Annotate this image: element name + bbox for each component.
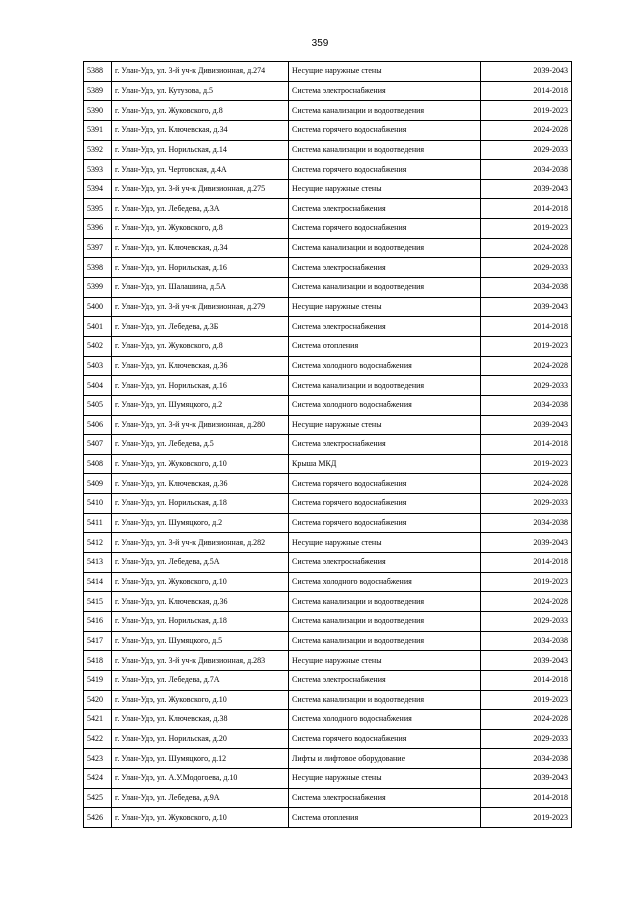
cell-system: Система электроснабжения [289, 670, 481, 690]
cell-period: 2024-2028 [481, 474, 572, 494]
cell-address: г. Улан-Удэ, ул. Норильская, д.16 [112, 376, 289, 396]
cell-number: 5416 [84, 611, 112, 631]
cell-system: Система горячего водоснабжения [289, 729, 481, 749]
cell-period: 2014-2018 [481, 317, 572, 337]
cell-system: Несущие наружные стены [289, 297, 481, 317]
cell-system: Система канализации и водоотведения [289, 376, 481, 396]
table-row [84, 297, 572, 317]
cell-number: 5411 [84, 513, 112, 533]
cell-address: г. Улан-Удэ, ул. Ключевская, д.34 [112, 120, 289, 140]
table-row [84, 179, 572, 199]
table-row [84, 494, 572, 514]
cell-address: г. Улан-Удэ, ул. Ключевская, д.34 [112, 238, 289, 258]
cell-system: Система электроснабжения [289, 317, 481, 337]
cell-number: 5420 [84, 690, 112, 710]
table-row [84, 729, 572, 749]
cell-number: 5404 [84, 376, 112, 396]
table-row [84, 572, 572, 592]
cell-system: Система канализации и водоотведения [289, 101, 481, 121]
cell-address: г. Улан-Удэ, ул. Жуковского, д.10 [112, 690, 289, 710]
cell-system: Система холодного водоснабжения [289, 356, 481, 376]
cell-period: 2039-2043 [481, 179, 572, 199]
cell-address: г. Улан-Удэ, ул. Норильская, д.16 [112, 258, 289, 278]
cell-address: г. Улан-Удэ, ул. Жуковского, д.10 [112, 808, 289, 828]
cell-number: 5398 [84, 258, 112, 278]
cell-number: 5415 [84, 592, 112, 612]
cell-system: Система горячего водоснабжения [289, 160, 481, 180]
cell-address: г. Улан-Удэ, ул. Ключевская, д.36 [112, 592, 289, 612]
cell-system: Система горячего водоснабжения [289, 474, 481, 494]
table-row [84, 749, 572, 769]
table-row [84, 710, 572, 730]
table-row [84, 81, 572, 101]
cell-period: 2014-2018 [481, 670, 572, 690]
table-row [84, 415, 572, 435]
cell-number: 5401 [84, 317, 112, 337]
cell-number: 5396 [84, 219, 112, 239]
cell-system: Несущие наружные стены [289, 62, 481, 82]
cell-address: г. Улан-Удэ, ул. Кутузова, д.5 [112, 81, 289, 101]
table-body [84, 62, 572, 828]
cell-system: Система электроснабжения [289, 81, 481, 101]
cell-number: 5412 [84, 533, 112, 553]
cell-address: г. Улан-Удэ, ул. Лебедева, д.3А [112, 199, 289, 219]
cell-address: г. Улан-Удэ, ул. Шумяцкого, д.2 [112, 395, 289, 415]
cell-system: Система электроснабжения [289, 258, 481, 278]
table-row [84, 611, 572, 631]
cell-period: 2039-2043 [481, 297, 572, 317]
table-row [84, 395, 572, 415]
cell-system: Система горячего водоснабжения [289, 494, 481, 514]
table-row [84, 317, 572, 337]
table-row [84, 238, 572, 258]
cell-period: 2019-2023 [481, 572, 572, 592]
cell-number: 5388 [84, 62, 112, 82]
cell-period: 2019-2023 [481, 101, 572, 121]
cell-period: 2024-2028 [481, 592, 572, 612]
cell-period: 2029-2033 [481, 258, 572, 278]
cell-period: 2039-2043 [481, 651, 572, 671]
cell-address: г. Улан-Удэ, ул. 3-й уч-к Дивизионная, д.274 [112, 62, 289, 82]
cell-period: 2039-2043 [481, 769, 572, 789]
cell-system: Система холодного водоснабжения [289, 710, 481, 730]
cell-system: Система горячего водоснабжения [289, 219, 481, 239]
cell-period: 2029-2033 [481, 729, 572, 749]
cell-address: г. Улан-Удэ, ул. Ключевская, д.36 [112, 474, 289, 494]
cell-system: Система канализации и водоотведения [289, 238, 481, 258]
table-row [84, 376, 572, 396]
cell-system: Система холодного водоснабжения [289, 395, 481, 415]
cell-system: Несущие наружные стены [289, 533, 481, 553]
cell-number: 5421 [84, 710, 112, 730]
cell-number: 5393 [84, 160, 112, 180]
cell-system: Лифты и лифтовое оборудование [289, 749, 481, 769]
cell-address: г. Улан-Удэ, ул. А.У.Модогоева, д.10 [112, 769, 289, 789]
cell-period: 2019-2023 [481, 808, 572, 828]
cell-address: г. Улан-Удэ, ул. Жуковского, д.8 [112, 219, 289, 239]
cell-address: г. Улан-Удэ, ул. Лебедева, д.3Б [112, 317, 289, 337]
cell-address: г. Улан-Удэ, ул. Жуковского, д.10 [112, 572, 289, 592]
table-row [84, 140, 572, 160]
cell-address: г. Улан-Удэ, ул. Шумяцкого, д.12 [112, 749, 289, 769]
cell-address: г. Улан-Удэ, ул. 3-й уч-к Дивизионная, д.282 [112, 533, 289, 553]
cell-period: 2034-2038 [481, 631, 572, 651]
cell-number: 5394 [84, 179, 112, 199]
cell-number: 5423 [84, 749, 112, 769]
cell-number: 5389 [84, 81, 112, 101]
cell-number: 5426 [84, 808, 112, 828]
cell-period: 2034-2038 [481, 278, 572, 298]
table-row [84, 592, 572, 612]
table-row [84, 435, 572, 455]
cell-number: 5392 [84, 140, 112, 160]
cell-period: 2014-2018 [481, 199, 572, 219]
table-row [84, 533, 572, 553]
cell-address: г. Улан-Удэ, ул. Ключевская, д.36 [112, 356, 289, 376]
table-row [84, 474, 572, 494]
cell-period: 2034-2038 [481, 395, 572, 415]
cell-period: 2029-2033 [481, 494, 572, 514]
cell-address: г. Улан-Удэ, ул. Жуковского, д.10 [112, 454, 289, 474]
table-row [84, 62, 572, 82]
cell-number: 5422 [84, 729, 112, 749]
table-row [84, 690, 572, 710]
cell-number: 5403 [84, 356, 112, 376]
cell-period: 2029-2033 [481, 140, 572, 160]
cell-period: 2014-2018 [481, 553, 572, 573]
table-row [84, 120, 572, 140]
table-row [84, 336, 572, 356]
cell-address: г. Улан-Удэ, ул. Норильская, д.20 [112, 729, 289, 749]
table-row [84, 631, 572, 651]
cell-period: 2014-2018 [481, 788, 572, 808]
cell-period: 2024-2028 [481, 238, 572, 258]
cell-system: Несущие наружные стены [289, 179, 481, 199]
cell-period: 2019-2023 [481, 454, 572, 474]
table-row [84, 808, 572, 828]
cell-system: Система канализации и водоотведения [289, 611, 481, 631]
cell-period: 2039-2043 [481, 533, 572, 553]
cell-address: г. Улан-Удэ, ул. Норильская, д.18 [112, 611, 289, 631]
cell-address: г. Улан-Удэ, ул. Норильская, д.18 [112, 494, 289, 514]
cell-number: 5399 [84, 278, 112, 298]
cell-period: 2039-2043 [481, 62, 572, 82]
cell-system: Несущие наружные стены [289, 651, 481, 671]
cell-period: 2024-2028 [481, 120, 572, 140]
cell-number: 5406 [84, 415, 112, 435]
cell-address: г. Улан-Удэ, ул. Ключевская, д.38 [112, 710, 289, 730]
cell-period: 2019-2023 [481, 336, 572, 356]
cell-address: г. Улан-Удэ, ул. Жуковского, д.8 [112, 336, 289, 356]
cell-period: 2034-2038 [481, 513, 572, 533]
cell-system: Система канализации и водоотведения [289, 690, 481, 710]
cell-address: г. Улан-Удэ, ул. Чертовская, д.4А [112, 160, 289, 180]
cell-period: 2014-2018 [481, 81, 572, 101]
cell-system: Крыша МКД [289, 454, 481, 474]
cell-system: Система электроснабжения [289, 788, 481, 808]
table-row [84, 356, 572, 376]
page-number: 359 [311, 38, 329, 49]
cell-address: г. Улан-Удэ, ул. Норильская, д.14 [112, 140, 289, 160]
table-row [84, 651, 572, 671]
cell-number: 5424 [84, 769, 112, 789]
cell-address: г. Улан-Удэ, ул. 3-й уч-к Дивизионная, д.279 [112, 297, 289, 317]
cell-system: Система канализации и водоотведения [289, 592, 481, 612]
cell-address: г. Улан-Удэ, ул. 3-й уч-к Дивизионная, д.275 [112, 179, 289, 199]
cell-period: 2024-2028 [481, 710, 572, 730]
cell-address: г. Улан-Удэ, ул. Лебедева, д.9А [112, 788, 289, 808]
cell-number: 5390 [84, 101, 112, 121]
cell-system: Система горячего водоснабжения [289, 120, 481, 140]
cell-number: 5408 [84, 454, 112, 474]
cell-address: г. Улан-Удэ, ул. Шалашина, д.5А [112, 278, 289, 298]
cell-number: 5405 [84, 395, 112, 415]
cell-number: 5397 [84, 238, 112, 258]
cell-system: Несущие наружные стены [289, 415, 481, 435]
cell-system: Система канализации и водоотведения [289, 140, 481, 160]
cell-number: 5414 [84, 572, 112, 592]
table-row [84, 513, 572, 533]
cell-period: 2029-2033 [481, 376, 572, 396]
table-row [84, 454, 572, 474]
cell-number: 5419 [84, 670, 112, 690]
cell-number: 5409 [84, 474, 112, 494]
cell-system: Система канализации и водоотведения [289, 631, 481, 651]
cell-system: Система электроснабжения [289, 435, 481, 455]
cell-period: 2019-2023 [481, 219, 572, 239]
cell-system: Система отопления [289, 336, 481, 356]
cell-system: Система электроснабжения [289, 553, 481, 573]
cell-system: Система отопления [289, 808, 481, 828]
cell-address: г. Улан-Удэ, ул. Лебедева, д.5 [112, 435, 289, 455]
cell-number: 5395 [84, 199, 112, 219]
cell-address: г. Улан-Удэ, ул. Лебедева, д.5А [112, 553, 289, 573]
cell-address: г. Улан-Удэ, ул. Жуковского, д.8 [112, 101, 289, 121]
cell-period: 2029-2033 [481, 611, 572, 631]
table-row [84, 199, 572, 219]
cell-system: Система холодного водоснабжения [289, 572, 481, 592]
repair-schedule-table [83, 61, 572, 828]
cell-number: 5418 [84, 651, 112, 671]
table-row [84, 160, 572, 180]
table-row [84, 258, 572, 278]
cell-number: 5400 [84, 297, 112, 317]
cell-system: Система электроснабжения [289, 199, 481, 219]
cell-system: Несущие наружные стены [289, 769, 481, 789]
table-row [84, 670, 572, 690]
table-row [84, 553, 572, 573]
cell-address: г. Улан-Удэ, ул. 3-й уч-к Дивизионная, д.280 [112, 415, 289, 435]
cell-number: 5410 [84, 494, 112, 514]
table-row [84, 219, 572, 239]
cell-period: 2024-2028 [481, 356, 572, 376]
cell-number: 5402 [84, 336, 112, 356]
cell-period: 2039-2043 [481, 415, 572, 435]
cell-system: Система канализации и водоотведения [289, 278, 481, 298]
cell-address: г. Улан-Удэ, ул. Лебедева, д.7А [112, 670, 289, 690]
cell-number: 5391 [84, 120, 112, 140]
cell-address: г. Улан-Удэ, ул. 3-й уч-к Дивизионная, д.283 [112, 651, 289, 671]
table-row [84, 769, 572, 789]
cell-period: 2034-2038 [481, 749, 572, 769]
cell-address: г. Улан-Удэ, ул. Шумяцкого, д.5 [112, 631, 289, 651]
cell-number: 5407 [84, 435, 112, 455]
cell-address: г. Улан-Удэ, ул. Шумяцкого, д.2 [112, 513, 289, 533]
table-row [84, 788, 572, 808]
cell-number: 5425 [84, 788, 112, 808]
cell-system: Система горячего водоснабжения [289, 513, 481, 533]
cell-period: 2034-2038 [481, 160, 572, 180]
cell-period: 2019-2023 [481, 690, 572, 710]
table-row [84, 101, 572, 121]
cell-period: 2014-2018 [481, 435, 572, 455]
table-row [84, 278, 572, 298]
cell-number: 5413 [84, 553, 112, 573]
cell-number: 5417 [84, 631, 112, 651]
